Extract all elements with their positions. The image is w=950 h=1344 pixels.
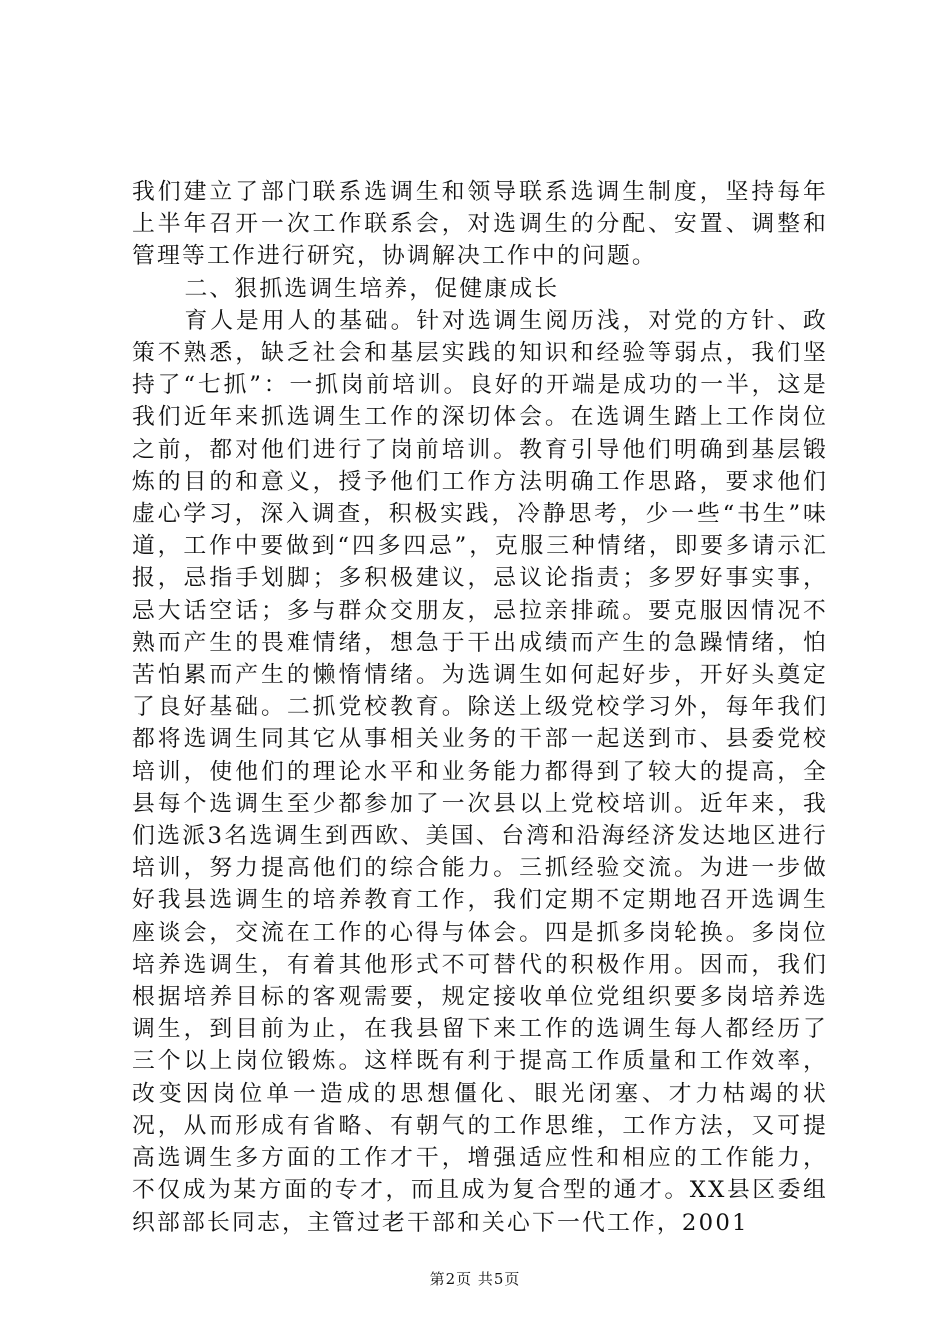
- paragraph-training: 育人是用人的基础。针对选调生阅历浅，对党的方针、政策不熟悉，缺乏社会和基层实践的知识和经验等弱点，我们坚持了“七抓”：一抓岗前培训。良好的开端是成功的一半，这是我们近年来抓选调生工作的深切体会。在选调生踏上工作岗位之前，都对他们进行了岗前培训。教育引导他们明确到基层锻炼的目的和意义，授予他们工作方法明确工作思路，要求他们虚心学习，深入调查，积极实践，冷静思考，少一些“书生”味道，工作中要做到“四多四忌”，克服三种情绪，即要多请示汇报，忌指手划脚；多积极建议，忌议论指责；多罗好事实事，忌大话空话；多与群众交朋友，忌拉亲排疏。要克服因情况不熟而产生的畏难情绪，想急于干出成绩而产生的急躁情绪，怕苦怕累而产生的懒惰情绪。为选调生如何起好步，开好头奠定了良好基础。二抓党校教育。除送上级党校学习外，每年我们都将选调生同其它从事相关业务的干部一起送到市、县委党校培训，使他们的理论水平和业务能力都得到了较大的提高，全县每个选调生至少都参加了一次县以上党校培训。近年来，我们选派3名选调生到西欧、美国、台湾和沿海经济发达地区进行培训，努力提高他们的综合能力。三抓经验交流。为进一步做好我县选调生的培养教育工作，我们定期不定期地召开选调生座谈会，交流在工作的心得与体会。四是抓多岗轮换。多岗位培养选调生，有着其他形式不可替代的积极作用。因而，我们根据培养目标的客观需要，规定接收单位党组织要多岗培养选调生，到目前为止，在我县留下来工作的选调生每人都经历了三个以上岗位锻炼。这样既有利于提高工作质量和工作效率，改变因岗位单一造成的思想僵化、眼光闭塞、才力枯竭的状况，从而形成有省略、有朝气的工作思维，工作方法，又可提高选调生多方面的工作才干，增强适应性和相应的工作能力，不仅成为某方面的专才，而且成为复合型的通才。XX县区委组织部部长同志，主管过老干部和关心下一代工作，2001: [132, 307, 828, 1236]
- page-number-footer: 第2页 共5页: [429, 1270, 521, 1288]
- body-text: [132, 176, 828, 1239]
- section-heading: 二、狠抓选调生培养，促健康成长: [184, 275, 560, 302]
- paragraph-continuation: 我们建立了部门联系选调生和领导联系选调生制度，坚持每年上半年召开一次工作联系会，对选调生的分配、安置、调整和管理等工作进行研究，协调解决工作中的问题。: [132, 179, 828, 270]
